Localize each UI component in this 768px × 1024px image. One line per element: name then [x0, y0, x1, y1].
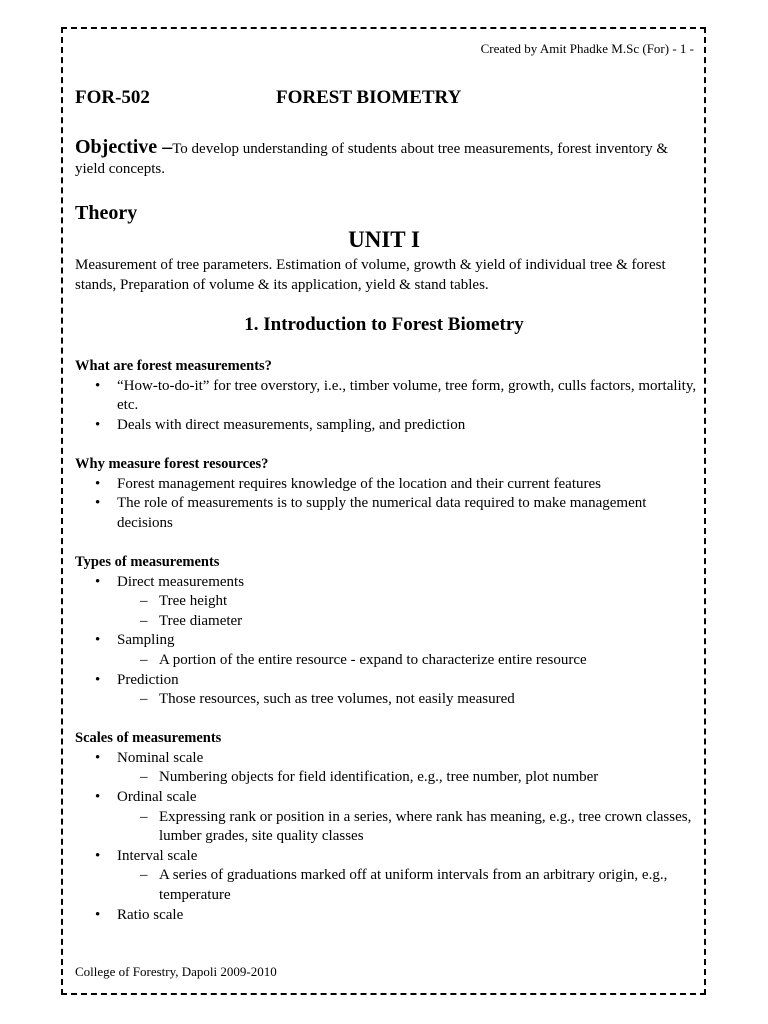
list-item-text: Sampling — [117, 632, 175, 649]
objective-text: To develop understanding of students about tree measurements, forest inventory & yield concepts. — [75, 141, 669, 177]
content-block — [75, 357, 705, 435]
sub-list-item-text: A portion of the entire resource - expand to characterize entire resource — [159, 651, 587, 668]
list-item-text: Nominal scale — [117, 749, 204, 766]
block-heading: Scales of measurements — [75, 730, 222, 747]
block-heading: What are forest measurements? — [75, 358, 272, 374]
section-title: 1. Introduction to Forest Biometry — [244, 314, 524, 335]
list-item-text: Forest management requires knowledge of the location and their current features — [117, 475, 601, 492]
bullet-list — [75, 377, 705, 436]
block-heading: Types of measurements — [75, 553, 220, 570]
section-content — [75, 357, 705, 925]
sub-list-item — [75, 866, 705, 905]
list-item-text: The role of measurements is to supply the numerical data required to make management decisions — [117, 495, 647, 531]
list-item-text: Ordinal scale — [117, 789, 197, 806]
dash-marker: – — [140, 651, 148, 668]
bullet-list — [75, 573, 705, 710]
block-spacer — [75, 435, 705, 455]
sub-list-item — [75, 690, 705, 710]
dash-marker: – — [140, 867, 148, 884]
dash-marker: – — [140, 769, 148, 786]
sub-list-item-text: Tree diameter — [159, 612, 243, 629]
list-item-text: Ratio scale — [117, 906, 184, 923]
sub-list-item-text: Tree height — [159, 593, 228, 610]
list-item-text: Deals with direct measurements, sampling, and prediction — [117, 416, 466, 433]
list-item — [75, 377, 705, 416]
list-item — [75, 631, 705, 651]
page-header: Created by Amit Phadke M.Sc (For) - 1 - — [480, 41, 694, 56]
sub-list-item-text: A series of graduations marked off at uniform intervals from an arbitrary origin, e.g., temperature — [159, 867, 668, 904]
content-block — [75, 553, 705, 710]
list-item — [75, 788, 705, 808]
sub-list-item — [75, 592, 705, 612]
bullet-marker: • — [95, 847, 101, 864]
bullet-marker: • — [95, 377, 101, 394]
list-item — [75, 475, 705, 495]
bullet-marker: • — [95, 906, 101, 923]
bullet-marker: • — [95, 416, 101, 433]
bullet-marker: • — [95, 789, 101, 806]
dash-marker: – — [140, 593, 148, 610]
sub-list-item — [75, 808, 705, 847]
list-item — [75, 847, 705, 867]
course-title: FOREST BIOMETRY — [276, 87, 462, 108]
content-block — [75, 729, 705, 925]
unit-description: Measurement of tree parameters. Estimation of volume, growth & yield of individual tree & forest stands, Preparation of volume & its application, yield & stand tables. — [75, 257, 666, 293]
list-item — [75, 416, 705, 436]
objective-paragraph — [75, 137, 695, 179]
course-code: FOR-502 — [75, 87, 150, 108]
list-item — [75, 573, 705, 593]
bullet-list — [75, 475, 705, 534]
list-item — [75, 906, 705, 926]
sub-list-item-text: Those resources, such as tree volumes, not easily measured — [159, 691, 515, 708]
list-item — [75, 671, 705, 691]
bullet-marker: • — [95, 573, 101, 590]
bullet-list — [75, 749, 705, 925]
list-item — [75, 749, 705, 769]
block-spacer — [75, 533, 705, 553]
bullet-marker: • — [95, 632, 101, 649]
unit-title: UNIT I — [348, 227, 420, 252]
sub-list-item-text: Expressing rank or position in a series, where rank has meaning, e.g., tree crown classes, lumber grades, site quality classes — [159, 808, 692, 845]
page-footer: College of Forestry, Dapoli 2009-2010 — [75, 964, 277, 979]
objective-label: Objective – — [75, 136, 173, 158]
list-item-text: Direct measurements — [117, 573, 245, 590]
bullet-marker: • — [95, 475, 101, 492]
dash-marker: – — [140, 808, 148, 825]
sub-list-item — [75, 612, 705, 632]
list-item — [75, 494, 705, 533]
list-item-text: Prediction — [117, 671, 179, 688]
dash-marker: – — [140, 612, 148, 629]
block-heading: Why measure forest resources? — [75, 455, 269, 472]
sub-list-item — [75, 651, 705, 671]
sub-list-item-text: Numbering objects for field identification, e.g., tree number, plot number — [159, 769, 599, 786]
dash-marker: – — [140, 691, 148, 708]
bullet-marker: • — [95, 495, 101, 512]
content-block — [75, 455, 705, 533]
bullet-marker: • — [95, 671, 101, 688]
sub-list-item — [75, 768, 705, 788]
list-item-text: “How-to-do-it” for tree overstory, i.e., timber volume, tree form, growth, culls factors, mortality, etc. — [117, 377, 697, 414]
theory-heading: Theory — [75, 202, 138, 224]
list-item-text: Interval scale — [117, 847, 198, 864]
block-spacer — [75, 710, 705, 730]
bullet-marker: • — [95, 749, 101, 766]
